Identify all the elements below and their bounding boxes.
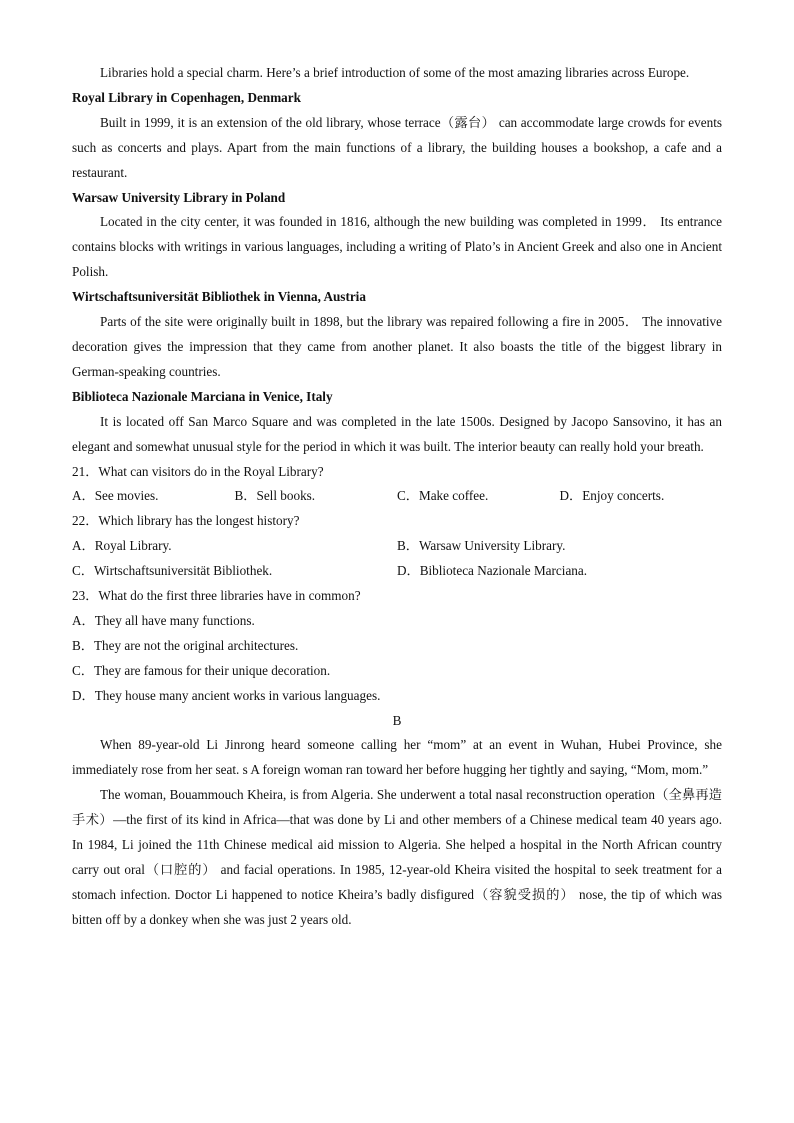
question-22-options-row-2 [72,559,722,584]
question-21-stem: 21．What can visitors do in the Royal Library? [72,463,324,479]
option-21-c: C．Make coffee. [397,488,489,504]
section-heading-venice-library: Biblioteca Nazionale Marciana in Venice, Italy [72,388,333,404]
option-22-d: D．Biblioteca Nazionale Marciana. [397,563,588,579]
question-23-stem: 23．What do the first three libraries have in common? [72,588,361,604]
option-22-a: A．Royal Library. [72,538,172,554]
question-21-options [72,484,722,509]
option-23-d: D．They house many ancient works in various languages. [72,687,381,703]
exam-page [72,61,722,933]
section-text-venice-library: It is located off San Marco Square and was completed in the late 1500s. Designed by Jacopo Sansovino, it has an elegant and somewhat unusual style for the period in which it was built. The interior beauty can really hold your breath. [72,413,722,454]
section-text-royal-library: Built in 1999, it is an extension of the old library, whose terrace（露台） can accommodate large crowds for events such as concerts and plays. Apart from the main functions of a library, the building houses a bookshop, a cafe and a restaurant. [72,114,722,180]
question-22-options-row-1 [72,534,722,559]
option-21-a: A．See movies. [72,488,159,504]
option-23-a: A．They all have many functions. [72,612,255,628]
option-23-c: C．They are famous for their unique decoration. [72,662,331,678]
passage-b-paragraph-2: The woman, Bouammouch Kheira, is from Algeria. She underwent a total nasal reconstruction operation（全鼻再造手术）—the first of its kind in Africa—that was done by Li and other members of a Chinese medical team 40 years ago. In 1984, Li joined the 11th Chinese medical aid mission to Algeria. She helped a hospital in the North African country carry out oral（口腔的） and facial operations. In 1985, 12-year-old Kheira visited the hospital to seek treatment for a stomach infection. Doctor Li happened to notice Kheira’s badly disfigured（容貌受损的） nose, the tip of which was bitten off by a donkey when she was just 2 years old. [72,787,722,927]
section-heading-royal-library: Royal Library in Copenhagen, Denmark [72,89,301,105]
option-23-b: B．They are not the original architectures. [72,637,299,653]
option-22-b: B．Warsaw University Library. [397,538,566,554]
option-22-c: C．Wirtschaftsuniversität Bibliothek. [72,563,273,579]
section-text-warsaw-library: Located in the city center, it was founded in 1816, although the new building was completed in 1999． Its entrance contains blocks with writings in various languages, including a writing of Plato’s in Ancient Greek and also one in Ancient Polish. [72,214,722,280]
section-text-vienna-library: Parts of the site were originally built in 1898, but the library was repaired following a fire in 2005． The innovative decoration gives the impression that they came from another planet. It also boasts the title of the biggest library in German-speaking countries. [72,314,722,379]
option-21-d: D．Enjoy concerts. [559,488,665,504]
intro-paragraph: Libraries hold a special charm. Here’s a brief introduction of some of the most amazing libraries across Europe. [100,65,690,80]
question-22-stem: 22．Which library has the longest history? [72,513,300,529]
passage-b-label: B [392,712,402,728]
passage-b-paragraph-1: When 89-year-old Li Jinrong heard someone calling her “mom” at an event in Wuhan, Hubei Province, she immediately rose from her seat. s A foreign woman ran toward her before hugging her tightly and saying, “Mom, mom.” [72,737,722,778]
option-21-b: B．Sell books. [234,488,316,504]
section-heading-vienna-library: Wirtschaftsuniversität Bibliothek in Vienna, Austria [72,289,366,305]
section-heading-warsaw-library: Warsaw University Library in Poland [72,189,286,205]
